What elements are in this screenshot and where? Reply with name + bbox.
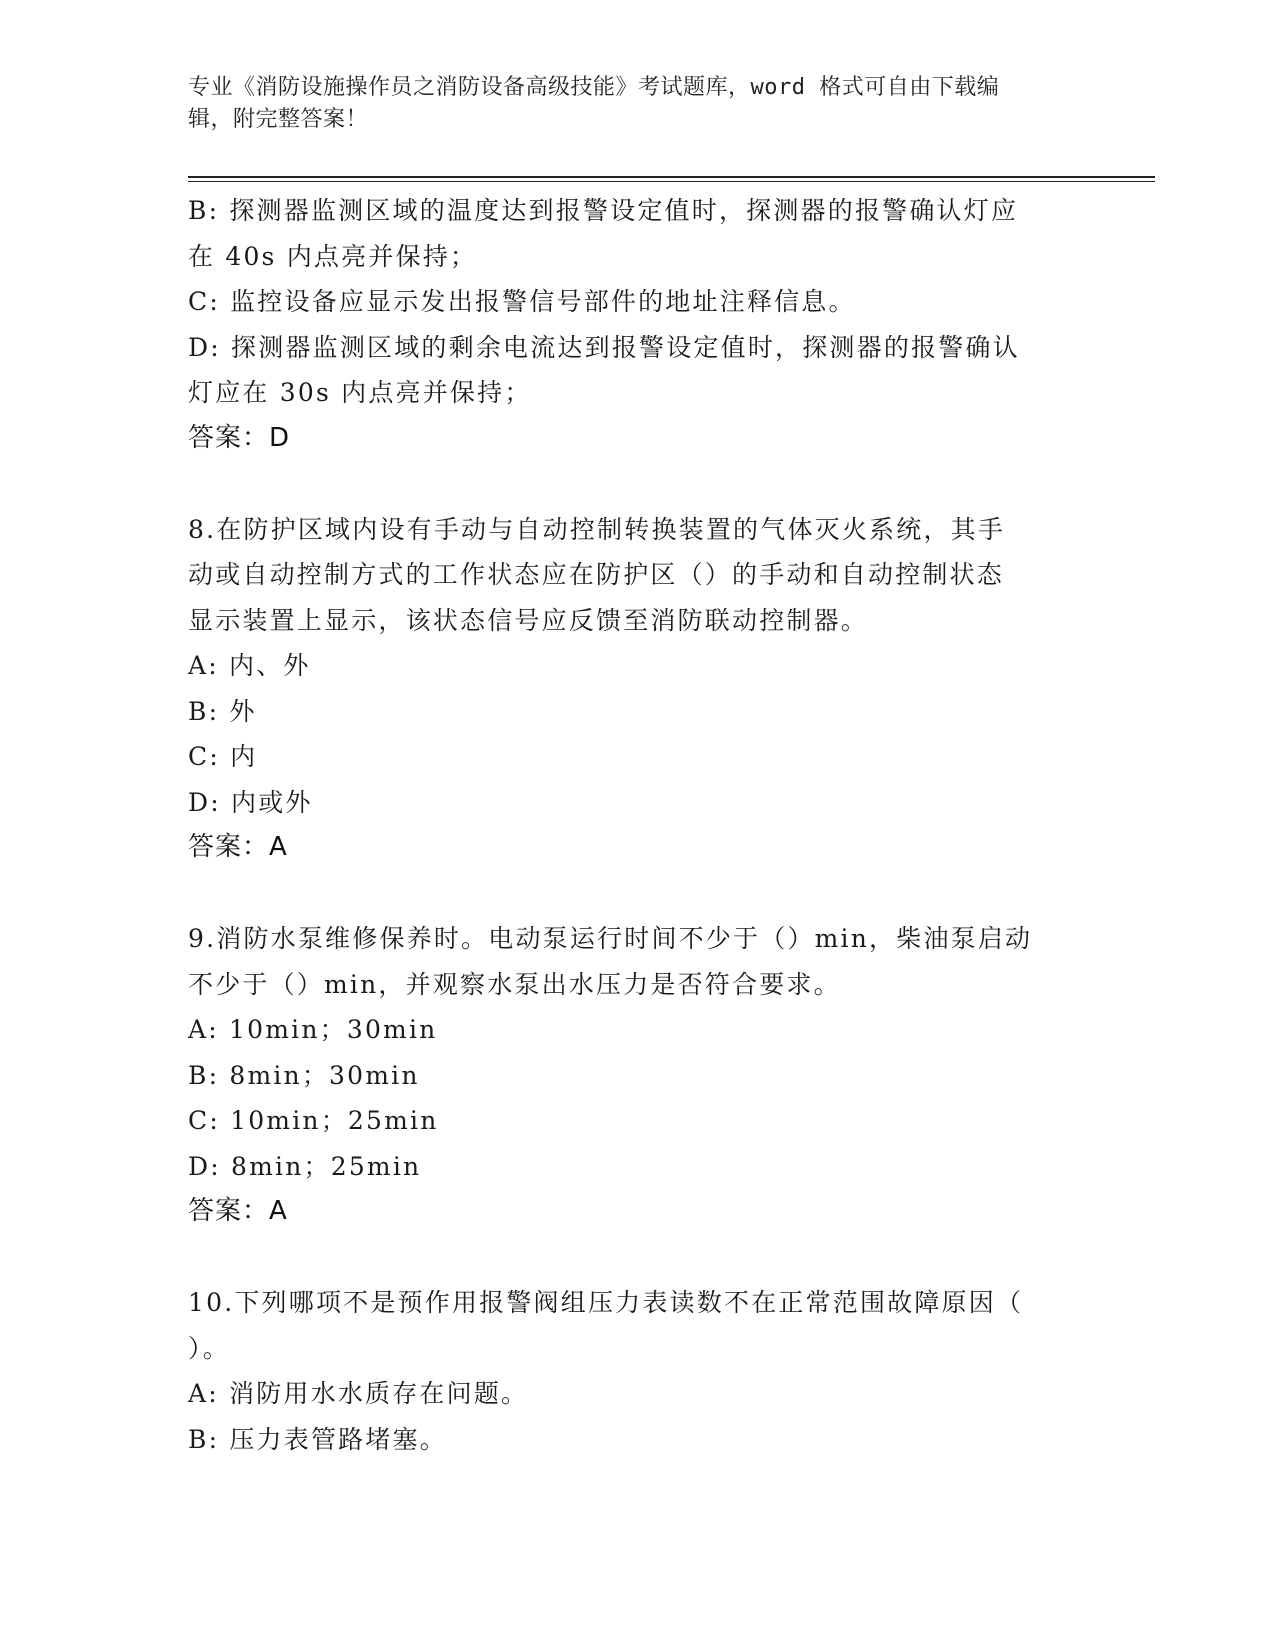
option-d-line-1: D: 探测器监测区域的剩余电流达到报警设定值时，探测器的报警确认 <box>188 332 1020 362</box>
header-divider-thin <box>188 181 1155 182</box>
question-stem-line-2: 动或自动控制方式的工作状态应在防护区（）的手动和自动控制状态 <box>188 560 1005 589</box>
document-header <box>188 72 1068 136</box>
option-c: C: 内 <box>188 742 258 771</box>
option-b: B: 8min；30min <box>188 1060 420 1090</box>
header-line-2: 辑，附完整答案！ <box>188 107 369 132</box>
question-stem-line-1: 8.在防护区域内设有手动与自动控制转换装置的气体灭火系统，其手 <box>188 514 1006 544</box>
option-b: B: 压力表管路堵塞。 <box>188 1424 447 1454</box>
question-8 <box>188 507 1088 871</box>
option-c: C: 监控设备应显示发出报警信号部件的地址注释信息。 <box>188 287 856 316</box>
question-stem-line-2: ）。 <box>188 1333 230 1363</box>
answer: 答案：D <box>188 422 291 453</box>
answer: 答案：A <box>188 1196 288 1226</box>
option-d-line-2: 灯应在 30s 内点亮并保持； <box>188 378 532 407</box>
header-line-1: 专业《消防设施操作员之消防设备高级技能》考试题库，word 格式可自由下载编 <box>188 75 1000 100</box>
option-d: D: 内或外 <box>188 787 313 817</box>
option-c: C: 10min；25min <box>188 1106 439 1135</box>
question-stem-line-3: 显示装置上显示，该状态信号应反馈至消防联动控制器。 <box>188 605 869 635</box>
answer: 答案：A <box>188 832 288 862</box>
option-b-line-1: B: 探测器监测区域的温度达到报警设定值时，探测器的报警确认灯应 <box>188 196 1019 225</box>
question-stem-line-2: 不少于（）min，并观察水泵出水压力是否符合要求。 <box>188 969 841 999</box>
question-stem-line-1: 9.消防水泵维修保养时。电动泵运行时间不少于（）min，柴油泵启动 <box>188 924 1033 953</box>
option-b-line-2: 在 40s 内点亮并保持； <box>188 241 478 271</box>
option-d: D: 8min；25min <box>188 1151 422 1181</box>
option-b: B: 外 <box>188 696 257 726</box>
option-a: A: 内、外 <box>188 651 311 680</box>
spacer <box>188 871 1088 917</box>
spacer <box>188 461 1088 507</box>
question-10 <box>188 1280 1088 1462</box>
header-divider-thick <box>188 176 1155 178</box>
option-a: A: 10min；30min <box>188 1015 438 1044</box>
option-a: A: 消防用水水质存在问题。 <box>188 1379 529 1408</box>
question-content <box>188 188 1088 1462</box>
question-7-tail <box>188 188 1088 461</box>
question-9 <box>188 916 1088 1235</box>
question-stem-line-1: 10.下列哪项不是预作用报警阀组压力表读数不在正常范围故障原因（ <box>188 1288 1024 1317</box>
spacer <box>188 1235 1088 1281</box>
